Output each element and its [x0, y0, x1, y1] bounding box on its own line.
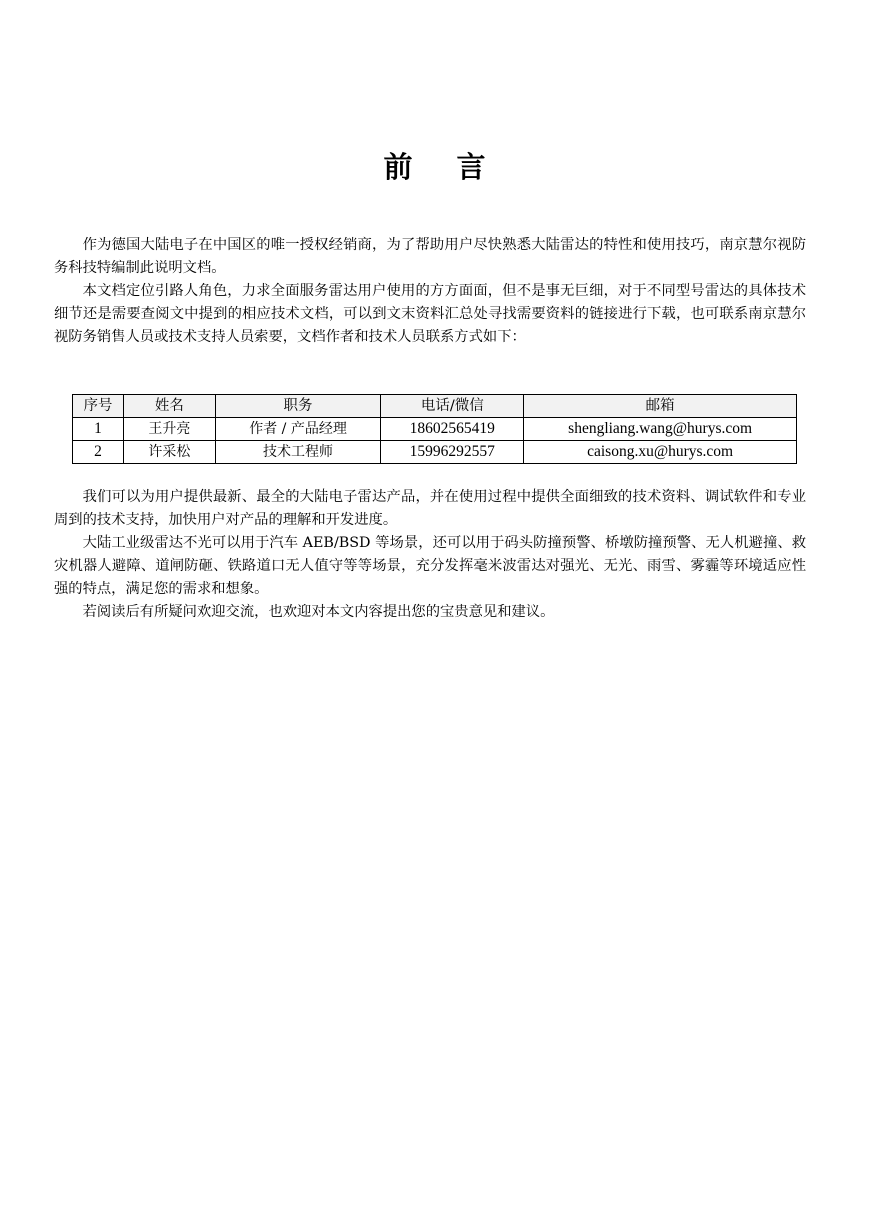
cell-phone: 15996292557: [381, 441, 524, 464]
closing-paragraph-1: 我们可以为用户提供最新、最全的大陆电子雷达产品，并在使用过程中提供全面细致的技术资料、调试软件和专业周到的技术支持，加快用户对产品的理解和开发进度。: [54, 489, 806, 528]
cell-position: 作者 / 产品经理: [215, 418, 381, 441]
cell-index: 1: [73, 418, 124, 441]
intro-section: [54, 234, 806, 349]
title-char-1: 前: [383, 150, 413, 184]
cell-phone: 18602565419: [381, 418, 524, 441]
cell-name: 许采松: [123, 441, 215, 464]
closing-section: [54, 486, 806, 624]
cell-name: 王升亮: [123, 418, 215, 441]
page-title: [0, 146, 869, 188]
header-index: 序号: [73, 395, 124, 418]
intro-paragraph-1: 作为德国大陆电子在中国区的唯一授权经销商，为了帮助用户尽快熟悉大陆雷达的特性和使用技巧，南京慧尔视防务科技特编制此说明文档。: [54, 237, 806, 276]
contacts-table: [72, 394, 797, 464]
cell-position: 技术工程师: [215, 441, 381, 464]
cell-index: 2: [73, 441, 124, 464]
intro-paragraph-2: 本文档定位引路人角色，力求全面服务雷达用户使用的方方面面，但不是事无巨细，对于不同型号雷达的具体技术细节还是需要查阅文中提到的相应技术文档，可以到文末资料汇总处寻找需要资料的链接进行下载，也可联系南京慧尔视防务销售人员或技术支持人员索要，文档作者和技术人员联系方式如下：: [54, 283, 806, 345]
table-header-row: [73, 395, 797, 418]
header-email: 邮箱: [524, 395, 797, 418]
title-char-2: 言: [456, 150, 486, 184]
cell-email: caisong.xu@hurys.com: [524, 441, 797, 464]
table-row: [73, 418, 797, 441]
closing-paragraph-3: 若阅读后有所疑问欢迎交流，也欢迎对本文内容提出您的宝贵意见和建议。: [82, 604, 555, 620]
header-phone: 电话/微信: [381, 395, 524, 418]
cell-email: shengliang.wang@hurys.com: [524, 418, 797, 441]
table-row: [73, 441, 797, 464]
closing-paragraph-2: 大陆工业级雷达不光可以用于汽车 AEB/BSD 等场景，还可以用于码头防撞预警、桥墩防撞预警、无人机避撞、救灾机器人避障、道闸防砸、铁路道口无人值守等等场景，充分发挥毫米波雷达对强光、无光、雨雪、雾霾等环境适应性强的特点，满足您的需求和想象。: [54, 535, 806, 597]
header-position: 职务: [215, 395, 381, 418]
header-name: 姓名: [123, 395, 215, 418]
